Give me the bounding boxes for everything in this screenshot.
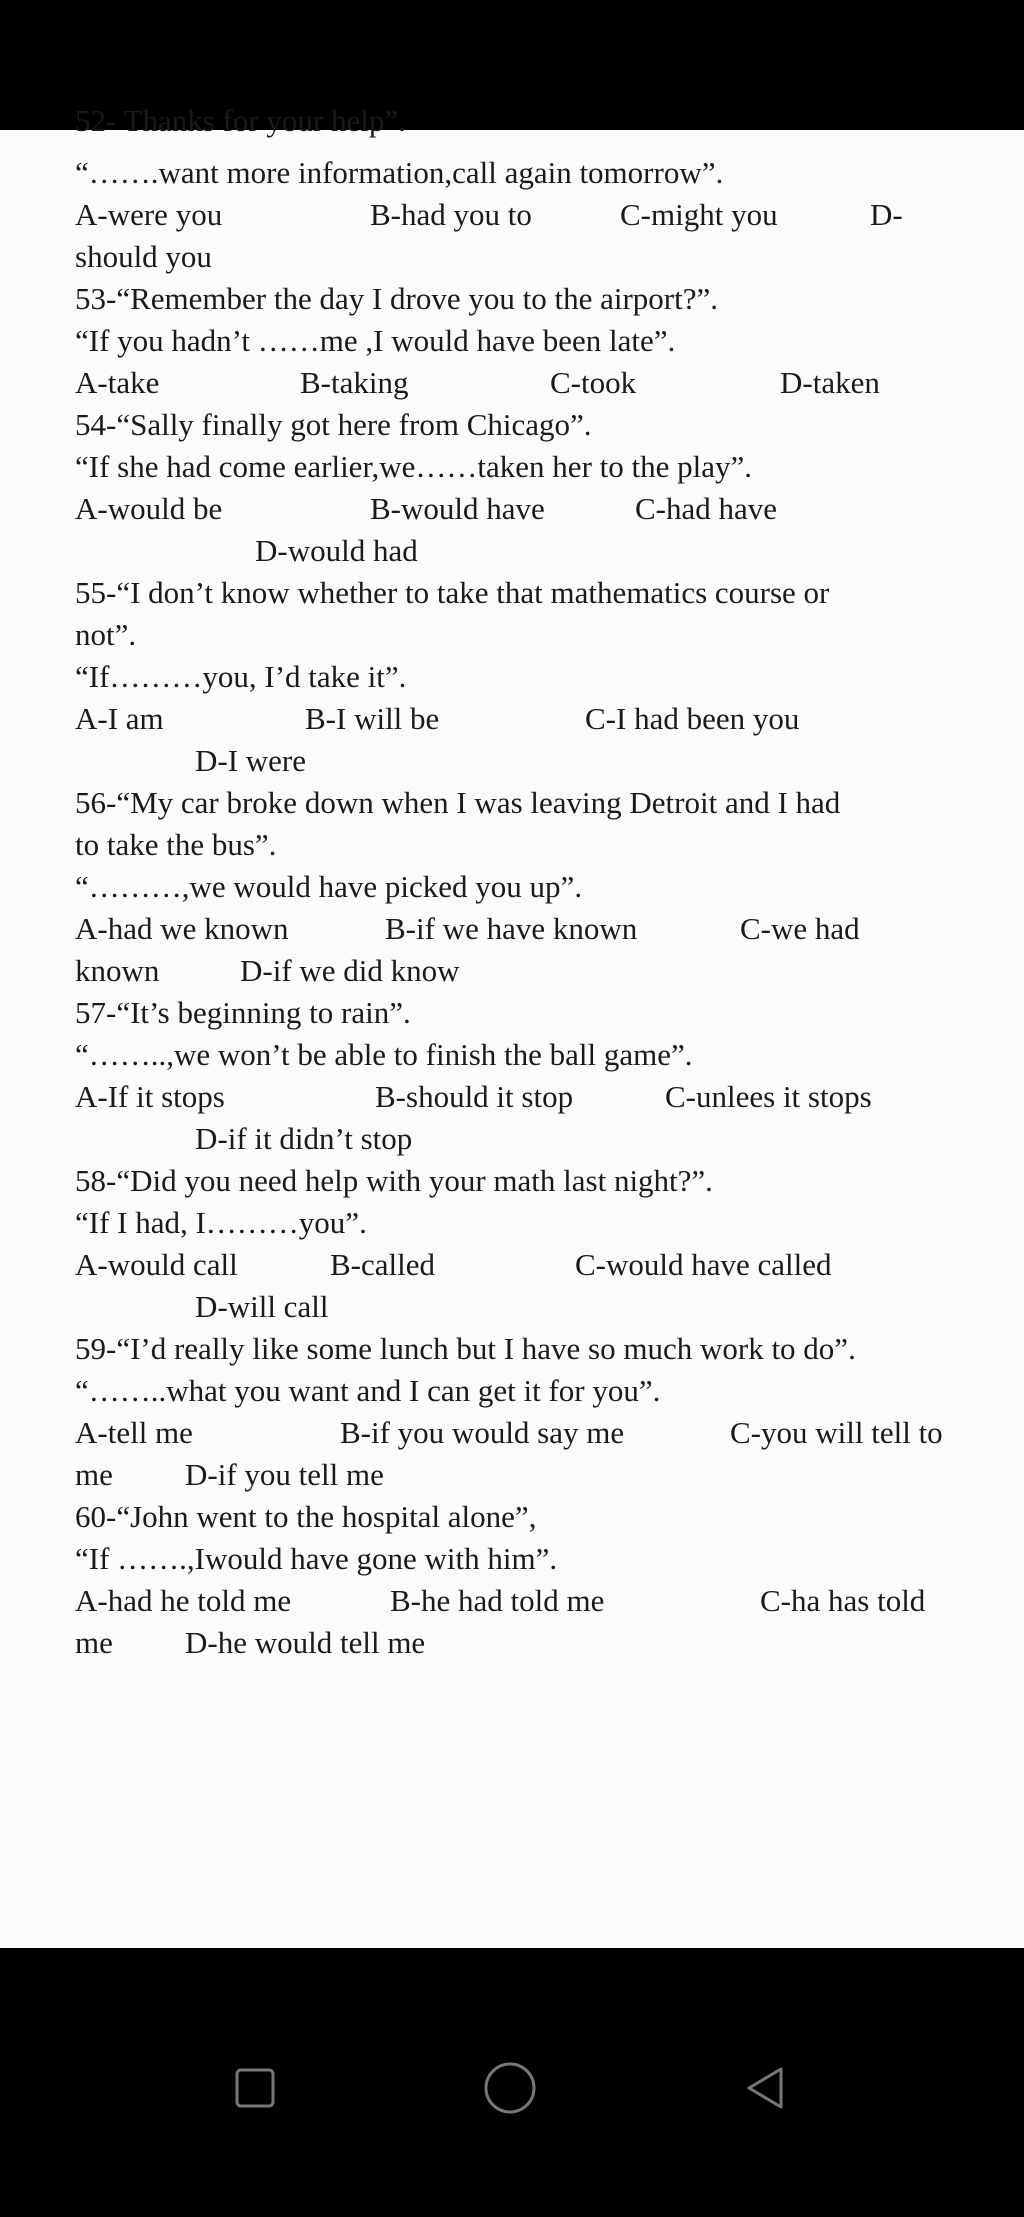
answer-option: A-I am	[75, 701, 164, 736]
back-triangle-icon	[741, 2064, 789, 2112]
question-text: “If you hadn’t ……me ,I would have been late”.	[75, 323, 676, 358]
document-page	[0, 103, 1024, 1948]
answer-option: D-would had	[255, 533, 418, 568]
answer-option: B-he had told me	[390, 1583, 605, 1618]
answer-option: A-If it stops	[75, 1079, 225, 1114]
text-line	[75, 320, 995, 362]
text-line	[75, 1538, 995, 1580]
answer-option: C-we had	[740, 911, 860, 946]
text-line	[75, 446, 995, 488]
text-line	[75, 572, 995, 614]
answer-option: B-had you to	[370, 197, 532, 232]
answer-option: C-would have called	[575, 1247, 832, 1282]
question-text: 57-“It’s beginning to rain”.	[75, 995, 411, 1030]
question-text: “If I had, I………you”.	[75, 1205, 367, 1240]
answer-option: D-if we did know	[240, 953, 460, 988]
question-text: 59-“I’d really like some lunch but I have so much work to do”.	[75, 1331, 856, 1366]
text-line	[75, 1370, 995, 1412]
text-line	[75, 1034, 995, 1076]
question-text: 54-“Sally finally got here from Chicago”.	[75, 407, 592, 442]
answer-option: B-would have	[370, 491, 545, 526]
text-line	[75, 152, 995, 194]
text-line	[75, 824, 995, 866]
options-line	[75, 950, 995, 992]
question-text: should you	[75, 239, 212, 274]
text-line	[75, 992, 995, 1034]
text-line	[75, 236, 995, 278]
options-line	[75, 488, 995, 530]
question-text: 55-“I don’t know whether to take that mathematics course or	[75, 575, 830, 610]
question-text: “…….want more information,call again tomorrow”.	[75, 155, 724, 190]
answer-option: C-had have	[635, 491, 778, 526]
question-text: “………,we would have picked you up”.	[75, 869, 583, 904]
answer-option: A-tell me	[75, 1415, 193, 1450]
navigation-bar	[0, 1948, 1024, 2217]
answer-option: A-would call	[75, 1247, 238, 1282]
question-text: 58-“Did you need help with your math last night?”.	[75, 1163, 713, 1198]
text-line	[75, 866, 995, 908]
text-line	[75, 404, 995, 446]
options-line	[75, 194, 995, 236]
answer-option: D-	[870, 197, 903, 232]
options-line	[75, 530, 995, 572]
question-text: “……..,we won’t be able to finish the ball game”.	[75, 1037, 693, 1072]
text-line	[75, 1160, 995, 1202]
text-line	[75, 278, 995, 320]
options-line	[75, 1244, 995, 1286]
answer-option: D-I were	[195, 743, 307, 778]
recents-button[interactable]	[225, 2058, 285, 2118]
answer-option: D-will call	[195, 1289, 329, 1324]
text-line	[75, 656, 995, 698]
question-text: “If………you, I’d take it”.	[75, 659, 407, 694]
answer-option: D-if it didn’t stop	[195, 1121, 413, 1156]
answer-option: C-took	[550, 365, 637, 400]
question-text: 53-“Remember the day I drove you to the airport?”.	[75, 281, 719, 316]
answer-option: B-taking	[300, 365, 409, 400]
answer-option: B-if you would say me	[340, 1415, 625, 1450]
answer-option: me	[75, 1457, 113, 1492]
answer-option: A-had he told me	[75, 1583, 292, 1618]
answer-option: known	[75, 953, 160, 988]
back-button[interactable]	[735, 2058, 795, 2118]
home-button[interactable]	[480, 2058, 540, 2118]
answer-option: C-unlees it stops	[665, 1079, 872, 1114]
answer-option: A-would be	[75, 491, 223, 526]
options-line	[75, 1286, 995, 1328]
answer-option: C-ha has told	[760, 1583, 926, 1618]
answer-option: D-taken	[780, 365, 880, 400]
options-line	[75, 1118, 995, 1160]
question-text: to take the bus”.	[75, 827, 277, 862]
answer-option: me	[75, 1625, 113, 1660]
answer-option: B-should it stop	[375, 1079, 574, 1114]
options-line	[75, 362, 995, 404]
text-line	[75, 782, 995, 824]
answer-option: D-if you tell me	[185, 1457, 384, 1492]
question-text: “If …….,Iwould have gone with him”.	[75, 1541, 558, 1576]
answer-option: B-if we have known	[385, 911, 638, 946]
answer-option: A-take	[75, 365, 160, 400]
text-line	[75, 614, 995, 656]
options-line	[75, 1622, 995, 1664]
text-line	[75, 1328, 995, 1370]
question-text: “If she had come earlier,we……taken her to the play”.	[75, 449, 753, 484]
options-line	[75, 1412, 995, 1454]
text-line	[75, 1496, 995, 1538]
answer-option: A-had we known	[75, 911, 289, 946]
home-circle-icon	[482, 2060, 538, 2116]
text-line	[75, 1202, 995, 1244]
options-line	[75, 1076, 995, 1118]
options-line	[75, 740, 995, 782]
answer-option: B-called	[330, 1247, 436, 1282]
options-line	[75, 908, 995, 950]
answer-option: C-you will tell to	[730, 1415, 943, 1450]
recents-square-icon	[233, 2066, 277, 2110]
cut-off-line: 52- Thanks for your help”.	[75, 103, 406, 138]
question-text: “……..what you want and I can get it for you”.	[75, 1373, 661, 1408]
answer-option: C-I had been you	[585, 701, 800, 736]
answer-option: C-might you	[620, 197, 778, 232]
question-text: 60-“John went to the hospital alone”,	[75, 1499, 537, 1534]
answer-option: A-were you	[75, 197, 223, 232]
answer-option: B-I will be	[305, 701, 440, 736]
question-text: 56-“My car broke down when I was leaving Detroit and I had	[75, 785, 841, 820]
options-line	[75, 1580, 995, 1622]
question-text: not”.	[75, 617, 137, 652]
text-line	[75, 103, 995, 152]
options-line	[75, 1454, 995, 1496]
document-text	[75, 103, 995, 1664]
options-line	[75, 698, 995, 740]
answer-option: D-he would tell me	[185, 1625, 426, 1660]
